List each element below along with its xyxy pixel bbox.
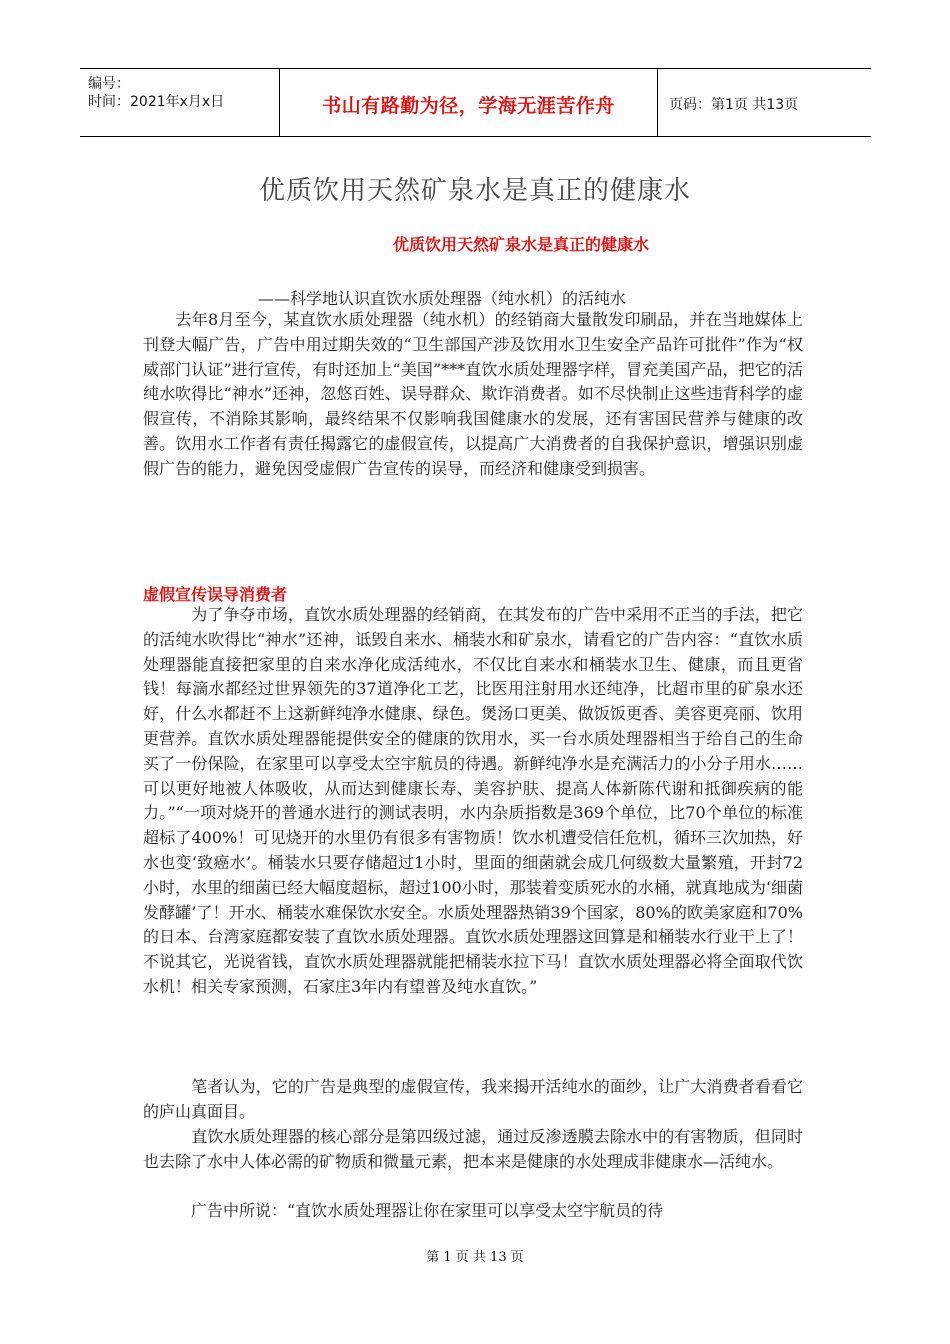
time-label: 时间：2021年x月x日	[88, 94, 225, 110]
body-paragraph-3: 直饮水质处理器的核心部分是第四级过滤，通过反渗透膜去除水中的有害物质，但同时也去除了水中人体必需的矿物质和微量元素，把本来是健康的水处理成非健康水—活纯水。	[143, 1127, 803, 1171]
document-subtitle: 优质饮用天然矿泉水是真正的健康水	[393, 235, 650, 254]
motto: 书山有路勤为径，学海无涯苦作舟	[322, 95, 615, 117]
page-footer: 第 1 页 共 13 页	[426, 1250, 524, 1265]
intro-paragraph: 去年8月至今，某直饮水质处理器（纯水机）的经销商大量散发印刷品，并在当地媒体上刊登大幅广告，广告中用过期失效的“卫生部国产涉及饮用水卫生安全产品许可批件”作为“权威部门认证”进行宣传，有时还加上“美国”***直饮水质处理器字样，冒充美国产品，把它的活纯水吹得比“神水”还神，忽悠百姓、误导群众、欺诈消费者。如不尽快制止这些违背科学的虚假宣传，不消除其影响，最终结果不仅影响我国健康水的发展，还有害国民营养与健康的改善。饮用水工作者有责任揭露它的虚假宣传，以提高广大消费者的自我保护意识，增强识别虚假广告的能力，避免因受虚假广告宣传的误导，而经济和健康受到损害。	[143, 310, 803, 478]
section-heading: 虚假宣传误导消费者	[143, 585, 288, 604]
body-paragraph-2: 笔者认为，它的广告是典型的虚假宣传，我来揭开活纯水的面纱，让广大消费者看看它的庐山真面目。	[143, 1077, 803, 1121]
header-page-cell	[657, 69, 871, 136]
header-motto-cell	[279, 69, 658, 136]
header-left-cell	[80, 69, 278, 136]
page-label: 页码：第1页 共13页	[669, 97, 799, 113]
header-table	[80, 68, 871, 137]
body-paragraph-4: 广告中所说：“直饮水质处理器让你在家里可以享受太空宇航员的待	[143, 1201, 664, 1220]
document-sub-subtitle: ——科学地认识直饮水质处理器（纯水机）的活纯水	[258, 289, 627, 308]
document-title: 优质饮用天然矿泉水是真正的健康水	[258, 176, 691, 206]
body-paragraph-1: 为了争夺市场，直饮水质处理器的经销商，在其发布的广告中采用不正当的手法，把它的活纯水吹得比“神水”还神，诋毁自来水、桶装水和矿泉水，请看它的广告内容：“直饮水质处理器能直接把家里的自来水净化成活纯水，不仅比自来水和桶装水卫生、健康，而且更省钱！每滴水都经过世界领先的37道净化工艺，比医用注射用水还纯净，比超市里的矿泉水还好，什么水都赶不上这新鲜纯净水健康、绿色。煲汤口更美、做饭饭更香、美容更亮丽、饮用更营养。直饮水质处理器能提供安全的健康的饮用水，买一台水质处理器相当于给自己的生命买了一份保险，在家里可以享受太空宇航员的待遇。新鲜纯净水是充满活力的小分子用水……可以更好地被人体吸收，从而达到健康长寿、美容护肤、提高人体新陈代谢和抵御疾病的能力。”“一项对烧开的普通水进行的测试表明，水内杂质指数是369个单位，比70个单位的标准超标了400%！可见烧开的水里仍有很多有害物质！饮水机遭受信任危机，循环三次加热，好水也变‘致癌水’。桶装水只要存储超过1小时，里面的细菌就会成几何级数大量繁殖，开封72小时，水里的细菌已经大幅度超标，超过100小时，那装着变质死水的水桶，就真地成为‘细菌发酵罐’了！开水、桶装水难保饮水安全。水质处理器热销39个国家，80%的欧美家庭和70%的日本、台湾家庭都安装了直饮水质处理器。直饮水质处理器这回算是和桶装水行业干上了！不说其它，光说省钱，直饮水质处理器就能把桶装水拉下马！直饮水质处理器必将全面取代饮水机！相关专家预测，石家庄3年内有望普及纯水直饮。”	[143, 605, 803, 996]
number-label: 编号：	[88, 76, 130, 92]
